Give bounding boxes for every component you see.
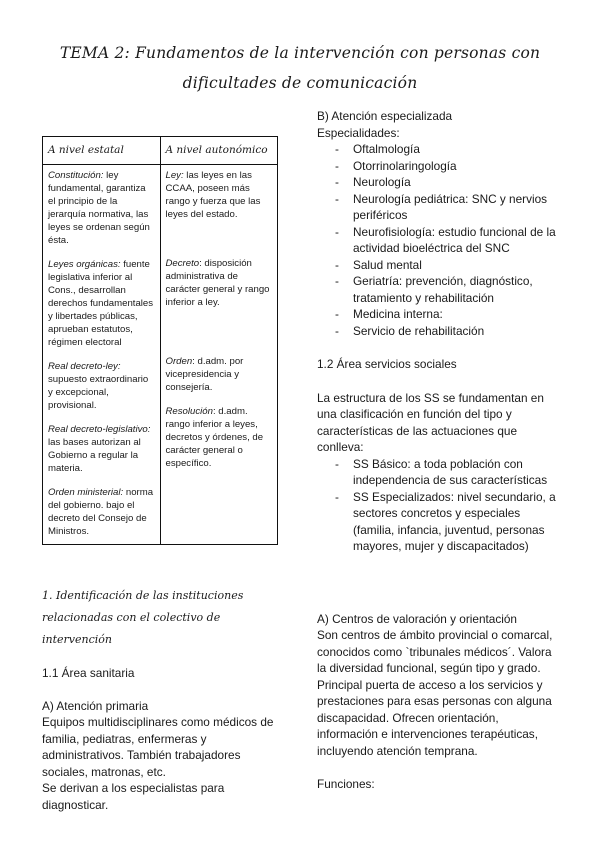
term: Orden ministerial:	[48, 487, 124, 498]
list-item: - SS Básico: a toda población con independencia de sus características	[335, 456, 562, 489]
heading-atencion-primaria: A) Atención primaria	[42, 698, 149, 713]
label-especialidades: Especialidades:	[317, 125, 400, 140]
entry-leyes-organicas	[48, 258, 156, 349]
entry-constitucion	[48, 169, 156, 247]
ss-list	[317, 456, 562, 555]
definition: norma del gobierno. bajo el decreto del Consejo de Ministros.	[48, 487, 154, 537]
heading-area-sanitaria: 1.1 Área sanitaria	[42, 666, 135, 680]
heading-area-servicios-sociales: 1.2 Área servicios sociales	[317, 357, 457, 371]
left-column	[42, 136, 280, 813]
heading-centros-valoracion: A) Centros de valoración y orientación	[317, 611, 517, 626]
section-heading-identificacion: 1. Identificación de las instituciones relacionadas con el colectivo de intervención	[42, 589, 244, 646]
definition: : disposición administrativa de carácter general y rango inferior a ley.	[165, 258, 270, 308]
list-item: - Otorrinolaringología	[335, 158, 562, 175]
term: Resolución	[165, 406, 213, 417]
right-column	[317, 108, 562, 793]
term: Real decreto-ley:	[48, 361, 121, 372]
term: Real decreto-legislativo:	[48, 424, 151, 435]
entry-real-decreto-legislativo	[48, 423, 156, 475]
definition: : d.adm. rango inferior a leyes, decretos y órdenes, de carácter general o específico.	[165, 406, 264, 469]
text-derivan: Se derivan a los especialistas para diagnosticar.	[42, 781, 225, 812]
term: Decreto	[165, 258, 200, 269]
entry-ley	[166, 169, 274, 221]
list-item: - Salud mental	[335, 257, 562, 274]
definition: fuente legislativa inferior al Cons., desarrollan derechos fundamentales y libertades públicas, aprueban estatutos, régimen electoral	[48, 259, 154, 348]
text-centros-valoracion: Son centros de ámbito provincial o comarcal, conocidos como `tribunales médicos´. Valora la diversidad funcional, según tipo y grado. Principal puerta de acceso a los servicios y prestaciones para esas personas con alguna discapacidad. Ofrecen orientación, información e intervenciones terapéuticas, incluyendo atención temprana.	[317, 628, 553, 758]
label-funciones: Funciones:	[317, 777, 375, 791]
list-item: - Medicina interna:	[335, 306, 562, 323]
list-item: - Neurología	[335, 174, 562, 191]
entry-orden	[166, 355, 274, 394]
definition: : d.adm. por vicepresidencia y consejería.	[165, 356, 244, 393]
term: Orden	[165, 356, 193, 367]
table-cell-estatal	[43, 165, 161, 545]
legislation-table	[42, 136, 278, 545]
list-item: - Servicio de rehabilitación	[335, 323, 562, 340]
entry-resolucion	[166, 405, 274, 470]
definition: ley fundamental, garantiza el principio de la jerarquía normativa, las leyes se ordenan según ésta.	[48, 170, 150, 246]
term: Leyes orgánicas:	[48, 259, 121, 270]
entry-real-decreto-ley	[48, 360, 156, 412]
heading-atencion-especializada: B) Atención especializada	[317, 109, 453, 123]
table-header-estatal: A nivel estatal	[43, 137, 161, 165]
definition: las leyes en las CCAA, poseen más rango y fuerza que las leyes del estado.	[165, 170, 261, 220]
term: Constitución:	[48, 170, 104, 181]
list-item: - SS Especializados: nivel secundario, a sectores concretos y especiales (familia, infancia, juventud, personas mayores, mujer y discapacitados)	[335, 489, 562, 555]
text-atencion-primaria: Equipos multidisciplinares como médicos de familia, pediatras, enfermeras y administrativos. También trabajadores sociales, matronas, etc.	[42, 715, 274, 779]
term: Ley:	[165, 170, 184, 181]
especialidades-list	[317, 141, 562, 339]
table-header-autonomico: A nivel autonómico	[160, 137, 278, 165]
entry-orden-ministerial	[48, 486, 156, 538]
list-item: - Neurofisiología: estudio funcional de la actividad bioeléctrica del SNC	[335, 224, 562, 257]
definition: supuesto extraordinario y excepcional, provisional.	[48, 374, 149, 411]
table-cell-autonomico	[160, 165, 278, 545]
text-estructura: La estructura de los SS se fundamentan en una clasificación en función del tipo y características de las actuaciones que conlleva:	[317, 390, 544, 454]
list-item: - Oftalmología	[335, 141, 562, 158]
list-item: - Neurología pediátrica: SNC y nervios periféricos	[335, 191, 562, 224]
entry-decreto	[166, 257, 274, 309]
list-item: - Geriatría: prevención, diagnóstico, tratamiento y rehabilitación	[335, 273, 562, 306]
page-title: TEMA 2: Fundamentos de la intervención con personas con dificultades de comunicación	[59, 44, 541, 92]
definition: las bases autorizan al Gobierno a regular la materia.	[48, 437, 141, 474]
